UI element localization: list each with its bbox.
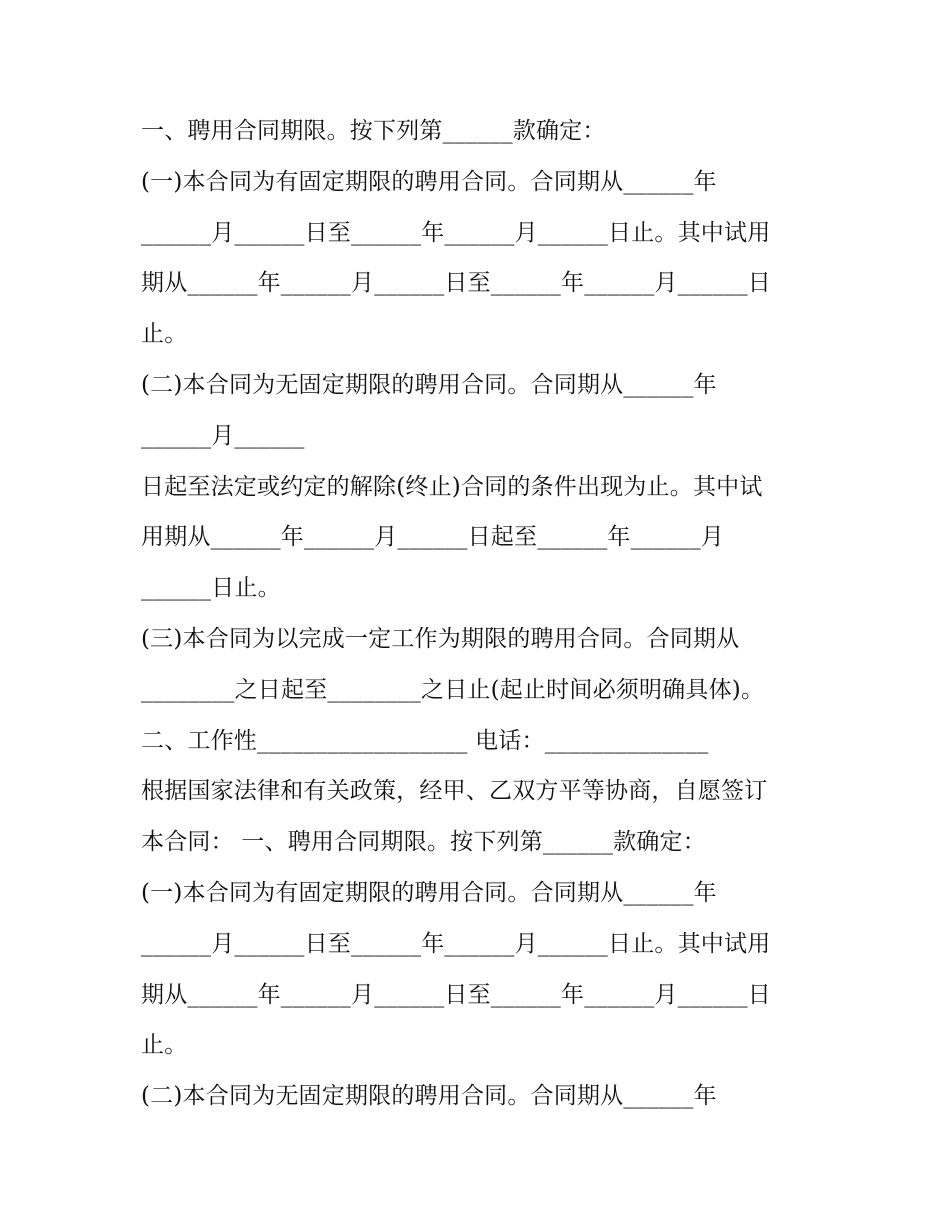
text-line: ______月______ [141,422,305,449]
text-line: 日起至法定或约定的解除(终止)合同的条件出现为止。其中试 [141,473,763,500]
text-line: 期从______年______月______日至______年______月______日 [141,981,771,1008]
text-line: 期从______年______月______日至______年______月______日 [141,270,771,297]
text-line: 一、聘用合同期限。按下列第______款确定： [141,118,606,144]
text-line: 止。 [141,321,188,348]
text-line: (三)本合同为以完成一定工作为期限的聘用合同。合同期从 [141,625,740,652]
text-line: 用期从______年______月______日起至______年______月 [141,524,724,551]
text-line: ______月______日至______年______月______日止。其中试用 [141,219,771,246]
text-line: ______月______日至______年______月______日止。其中试用 [141,930,771,957]
text-line: 二、工作性__________________ 电话：______________ [141,727,709,754]
contract-body-text [141,106,841,1122]
text-line: 根据国家法律和有关政策，经甲、乙双方平等协商，自愿签订 [141,778,768,805]
text-line: ________之日起至________之日止(起止时间必须明确具体)。 [141,676,765,703]
text-line: 本合同： 一、聘用合同期限。按下列第______款确定： [141,829,706,856]
text-line: (一)本合同为有固定期限的聘用合同。合同期从______年 [141,168,717,195]
text-line: (二)本合同为无固定期限的聘用合同。合同期从______年 [141,1083,717,1110]
text-line: (二)本合同为无固定期限的聘用合同。合同期从______年 [141,371,717,398]
text-line: ______日止。 [141,575,281,602]
text-line: 止。 [141,1032,188,1059]
text-line: (一)本合同为有固定期限的聘用合同。合同期从______年 [141,879,717,906]
